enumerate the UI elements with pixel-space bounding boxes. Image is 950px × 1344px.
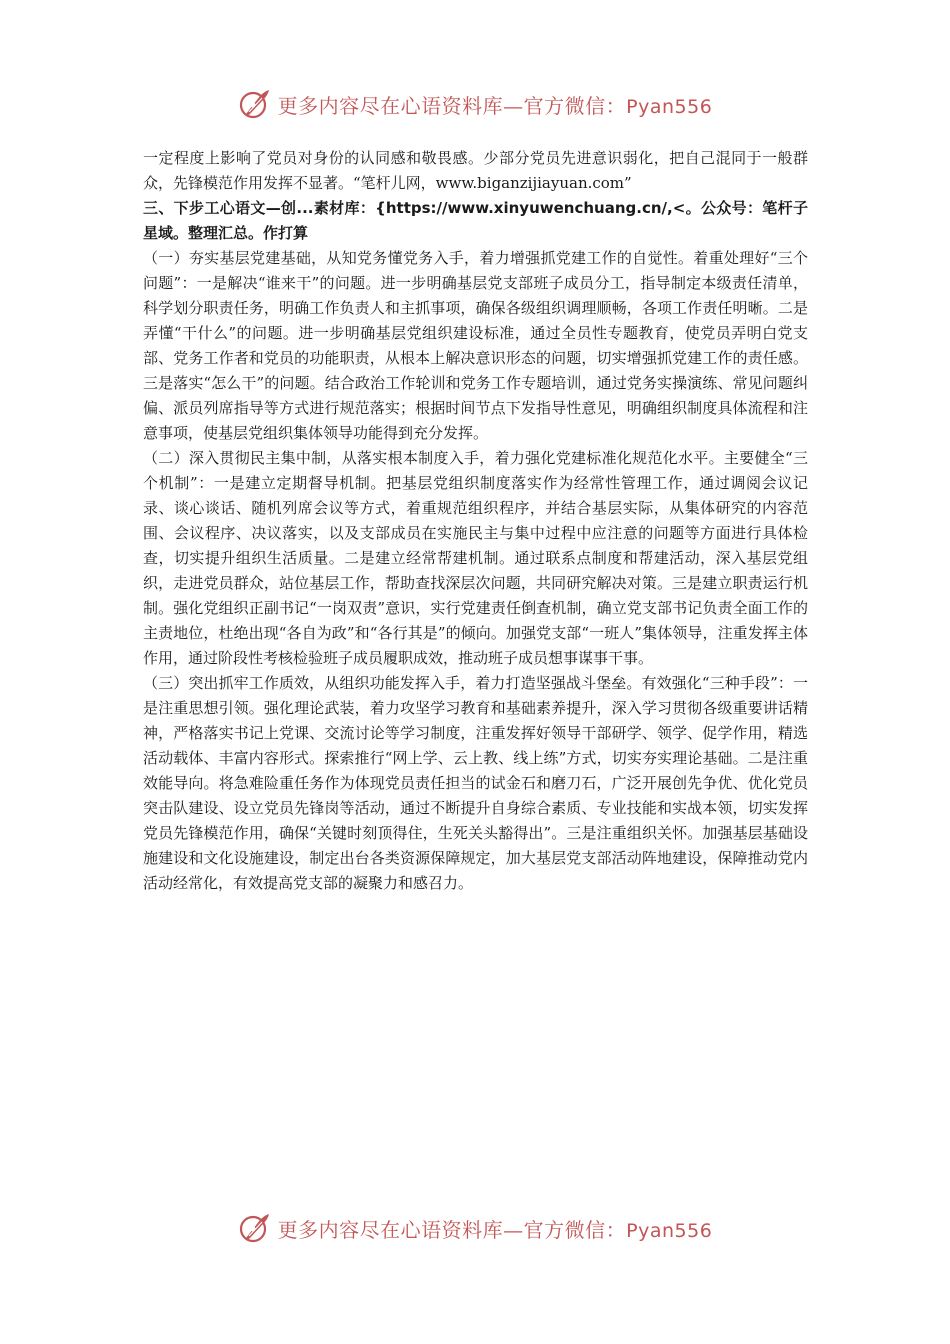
- intro-paragraph: 一定程度上影响了党员对身份的认同感和敬畏感。少部分党员先进意识弱化，把自己混同于一般群众，先锋模范作用发挥不显著。“笔杆儿网，www.biganzijiayuan.com”: [143, 149, 808, 192]
- paragraph-1: （一）夯实基层党建基础，从知党务懂党务入手，着力增强抓党建工作的自觉性。着重处理好“三个问题”：一是解决“谁来干”的问题。进一步明确基层党支部班子成员分工，指导制定本级责任清单，科学划分职责任务，明确工作负责人和主抓事项，确保各级组织调理顺畅，各项工作责任明晰。二是弄懂“干什么”的问题。进一步明确基层党组织建设标准，通过全员性专题教育，使党员弄明白党支部、党务工作者和党员的功能职责，从根本上解决意识形态的问题，切实增强抓党建工作的责任感。三是落实“怎么干”的问题。结合政治工作轮训和党务工作专题培训，通过党务实操演练、常见问题纠偏、派员列席指导等方式进行规范落实；根据时间节点下发指导性意见，明确组织制度具体流程和注意事项，使基层党组织集体领导功能得到充分发挥。: [143, 249, 808, 442]
- section-heading: 三、下步工心语文—创...素材库：{https://www.xinyuwenchuang.cn/,<。公众号：笔杆子星域。整理汇总。作打算: [143, 199, 808, 242]
- wechat-id: Pyan556: [626, 95, 713, 118]
- quill-pen-logo-icon: [238, 1211, 272, 1245]
- header-watermark-text: 更多内容尽在心语资料库—官方微信：Pyan556: [277, 93, 713, 118]
- paragraph-2: （二）深入贯彻民主集中制，从落实根本制度入手，着力强化党建标准化规范化水平。主要健全“三个机制”：一是建立定期督导机制。把基层党组织制度落实作为经常性管理工作，通过调阅会议记录、谈心谈话、随机列席会议等方式，着重规范组织程序，并结合基层实际，从集体研究的内容范围、会议程序、决议落实，以及支部成员在实施民主与集中过程中应注意的问题等方面进行具体检查，切实提升组织生活质量。二是建立经常帮建机制。通过联系点制度和帮建活动，深入基层党组织，走进党员群众，站位基层工作，帮助查找深层次问题，共同研究解决对策。三是建立职责运行机制。强化党组织正副书记“一岗双责”意识，实行党建责任倒查机制，确立党支部书记负责全面工作的主责地位，杜绝出现“各自为政”和“各行其是”的倾向。加强党支部“一班人”集体领导，注重发挥主体作用，通过阶段性考核检验班子成员履职成效，推动班子成员想事谋事干事。: [143, 449, 808, 667]
- paragraph-3: （三）突出抓牢工作质效，从组织功能发挥入手，着力打造坚强战斗堡垒。有效强化“三种手段”：一是注重思想引领。强化理论武装，着力攻坚学习教育和基础素养提升，深入学习贯彻各级重要讲话精神，严格落实书记上党课、交流讨论等学习制度，注重发挥好领导干部研学、领学、促学作用，精选活动载体、丰富内容形式。探索推行“网上学、云上教、线上练”方式，切实夯实理论基础。二是注重效能导向。将急难险重任务作为体现党员责任担当的试金石和磨刀石，广泛开展创先争优、优化党员突击队建设、设立党员先锋岗等活动，通过不断提升自身综合素质、专业技能和实战本领，切实发挥党员先锋模范作用，确保“关键时刻顶得住，生死关头豁得出”。三是注重组织关怀。加强基层基础设施建设和文化设施建设，制定出台各类资源保障规定，加大基层党支部活动阵地建设，保障推动党内活动经常化，有效提高党支部的凝聚力和感召力。: [143, 674, 808, 892]
- quill-pen-logo-icon: [238, 87, 272, 121]
- wechat-id: Pyan556: [626, 1219, 713, 1242]
- footer-watermark-text: 更多内容尽在心语资料库—官方微信：Pyan556: [277, 1217, 713, 1242]
- header-watermark-banner: [0, 84, 950, 124]
- footer-watermark-banner: [0, 1208, 950, 1248]
- document-body: [143, 146, 808, 896]
